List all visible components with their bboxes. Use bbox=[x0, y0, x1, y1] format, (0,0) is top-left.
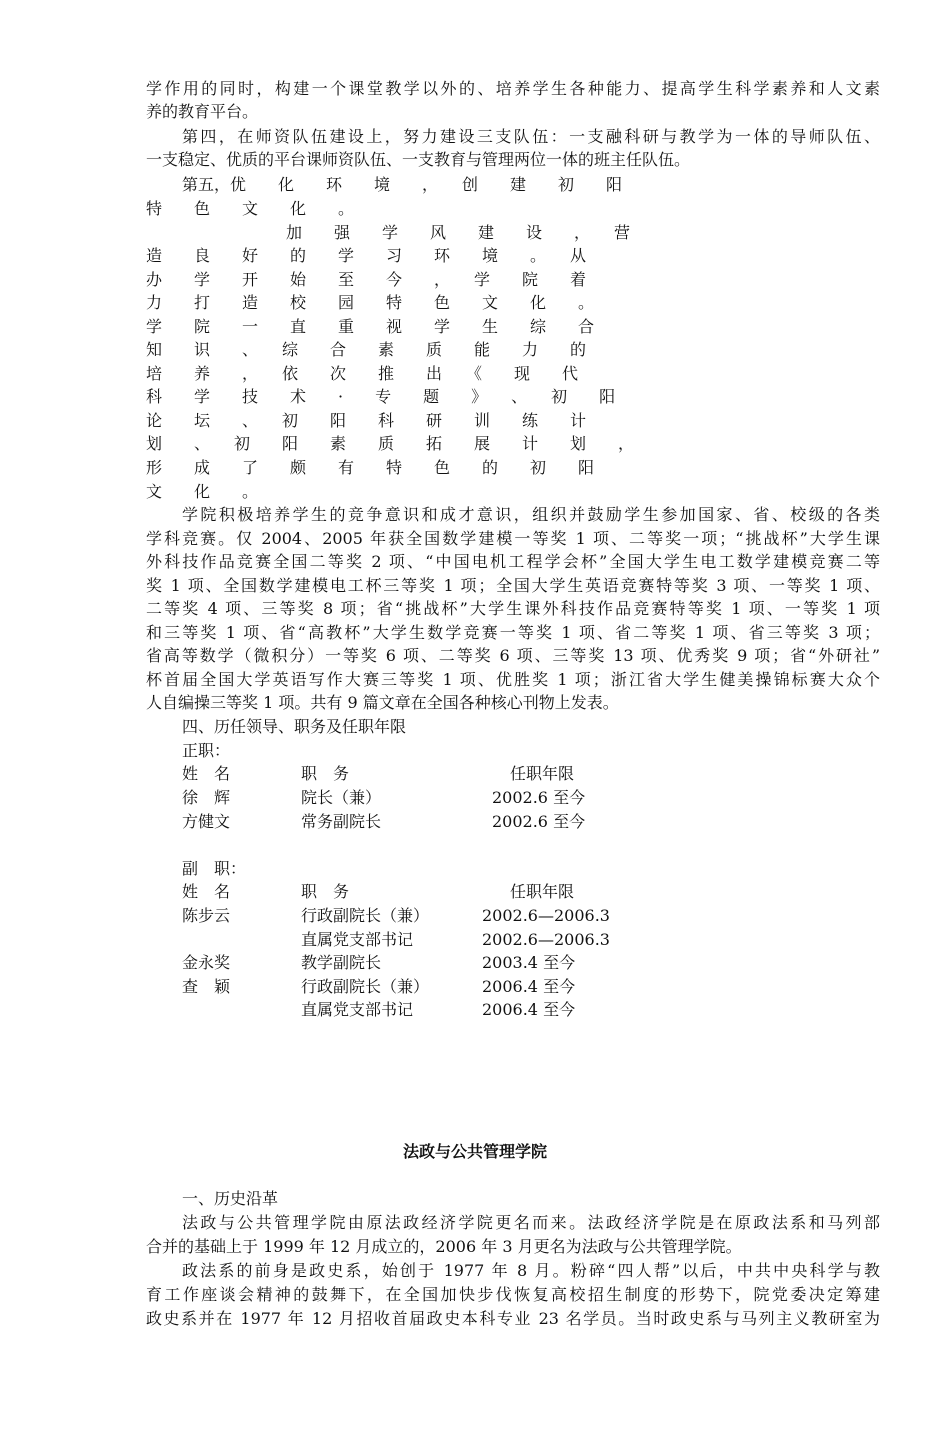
header-term: 任职年限 bbox=[510, 882, 575, 901]
text-line: 省高等数学（微积分）一等奖 6 项、二等奖 6 项、三等奖 13 项、优秀奖 9 项；省“外研社” bbox=[146, 646, 880, 665]
text-line: 外科技作品竞赛全国二等奖 2 项、“中国电机工程学会杯”全国大学生电工数学建模竞赛二等 bbox=[146, 552, 880, 571]
text-line: 论 坛 、 初 阳 科 研 训 练 计 bbox=[146, 411, 587, 430]
text-line: 力 打 造 校 园 特 色 文 化 。 bbox=[146, 293, 595, 312]
deputy-label: 副 职： bbox=[182, 859, 247, 878]
text-line: 文 化 。 bbox=[146, 482, 259, 501]
text-line: 办 学 开 始 至 今 ， 学 院 着 bbox=[146, 270, 587, 289]
text-line: 特 色 文 化 。 bbox=[146, 199, 355, 218]
text-line: 和三等奖 1 项、省“高教杯”大学生数学竞赛一等奖 1 项、省二等奖 1 项、省三等奖 3 项； bbox=[146, 623, 880, 642]
text-line: 养的教育平台。 bbox=[146, 102, 259, 121]
text-line: 科 学 技 术 · 专 题 》 、 初 阳 bbox=[146, 387, 616, 406]
text-line: 划 、 初 阳 素 质 拓 展 计 划 ， bbox=[146, 434, 635, 453]
text-line: 第五，优 化 环 境 ， 创 建 初 阳 bbox=[182, 175, 623, 194]
cell-term: 2002.6 至今 bbox=[492, 788, 586, 807]
cell-post: 常务副院长 bbox=[301, 812, 382, 831]
text-line: 政法系的前身是政史系，始创于 1977 年 8 月。粉碎“四人帮”以后，中共中央科学与教 bbox=[182, 1261, 880, 1280]
cell-term: 2002.6—2006.3 bbox=[482, 930, 610, 949]
cell-name: 徐 辉 bbox=[182, 788, 231, 807]
text-line: 育工作座谈会精神的鼓舞下，在全国加快步伐恢复高校招生制度的形势下，院党委决定筹建 bbox=[146, 1285, 880, 1304]
cell-name: 方健文 bbox=[182, 812, 231, 831]
cell-term: 2002.6 至今 bbox=[492, 812, 586, 831]
header-name: 姓 名 bbox=[182, 764, 231, 783]
header-term: 任职年限 bbox=[510, 764, 575, 783]
text-line: 学科竞赛。仅 2004、2005 年获全国数学建模一等奖 1 项、二等奖一项；“挑战杯”大学生课 bbox=[146, 529, 880, 548]
text-line: 杯首届全国大学英语写作大赛三等奖 1 项、优胜奖 1 项；浙江省大学生健美操锦标赛大众个 bbox=[146, 670, 880, 689]
cell-term: 2002.6—2006.3 bbox=[482, 906, 610, 925]
section-heading: 四、历任领导、职务及任职年限 bbox=[182, 717, 407, 736]
text-line: 知 识 、 综 合 素 质 能 力 的 bbox=[146, 340, 587, 359]
text-line: 形 成 了 颇 有 特 色 的 初 阳 bbox=[146, 458, 595, 477]
text-line: 第四，在师资队伍建设上，努力建设三支队伍：一支融科研与教学为一体的导师队伍、 bbox=[182, 127, 880, 146]
text-line: 人自编操三等奖 1 项。共有 9 篇文章在全国各种核心刊物上发表。 bbox=[146, 693, 619, 712]
section-title: 法政与公共管理学院 bbox=[402, 1142, 547, 1161]
text-line: 学院积极培养学生的竞争意识和成才意识，组织并鼓励学生参加国家、省、校级的各类 bbox=[182, 505, 880, 524]
section-heading: 一、历史沿革 bbox=[182, 1189, 279, 1208]
cell-term: 2006.4 至今 bbox=[482, 977, 576, 996]
text-line: 二等奖 4 项、三等奖 8 项；省“挑战杯”大学生课外科技作品竞赛特等奖 1 项、一等奖 1 项 bbox=[146, 599, 880, 618]
text-line: 一支稳定、优质的平台课师资队伍、一支教育与管理两位一体的班主任队伍。 bbox=[146, 150, 691, 169]
principal-label: 正职： bbox=[182, 741, 231, 760]
text-line: 法政与公共管理学院由原法政经济学院更名而来。法政经济学院是在原政法系和马列部 bbox=[182, 1213, 880, 1232]
header-post: 职 务 bbox=[301, 882, 350, 901]
header-post: 职 务 bbox=[301, 764, 350, 783]
cell-post: 教学副院长 bbox=[301, 953, 382, 972]
cell-name: 查 颖 bbox=[182, 977, 231, 996]
cell-term: 2006.4 至今 bbox=[482, 1000, 576, 1019]
cell-post: 直属党支部书记 bbox=[301, 1000, 414, 1019]
cell-name: 陈步云 bbox=[182, 906, 231, 925]
cell-post: 行政副院长（兼） bbox=[301, 977, 430, 996]
text-line: 加 强 学 风 建 设 ， 营 bbox=[286, 223, 631, 242]
text-line: 奖 1 项、全国数学建模电工杯三等奖 1 项；全国大学生英语竞赛特等奖 3 项、一等奖 1 项、 bbox=[146, 576, 880, 595]
cell-post: 直属党支部书记 bbox=[301, 930, 414, 949]
text-line: 合并的基础上于 1999 年 12 月成立的，2006 年 3 月更名为法政与公共管理学院。 bbox=[146, 1237, 742, 1256]
cell-name: 金永奖 bbox=[182, 953, 231, 972]
text-line: 学作用的同时，构建一个课堂教学以外的、培养学生各种能力、提高学生科学素养和人文素 bbox=[146, 79, 880, 98]
text-line: 培 养 ， 依 次 推 出 《 现 代 bbox=[146, 364, 579, 383]
text-line: 学 院 一 直 重 视 学 生 综 合 bbox=[146, 317, 595, 336]
cell-term: 2003.4 至今 bbox=[482, 953, 576, 972]
cell-post: 院长（兼） bbox=[301, 788, 382, 807]
header-name: 姓 名 bbox=[182, 882, 231, 901]
text-line: 造 良 好 的 学 习 环 境 。 从 bbox=[146, 246, 587, 265]
text-line: 政史系并在 1977 年 12 月招收首届政史本科专业 23 名学员。当时政史系与马列主义教研室为 bbox=[146, 1309, 880, 1328]
cell-post: 行政副院长（兼） bbox=[301, 906, 430, 925]
